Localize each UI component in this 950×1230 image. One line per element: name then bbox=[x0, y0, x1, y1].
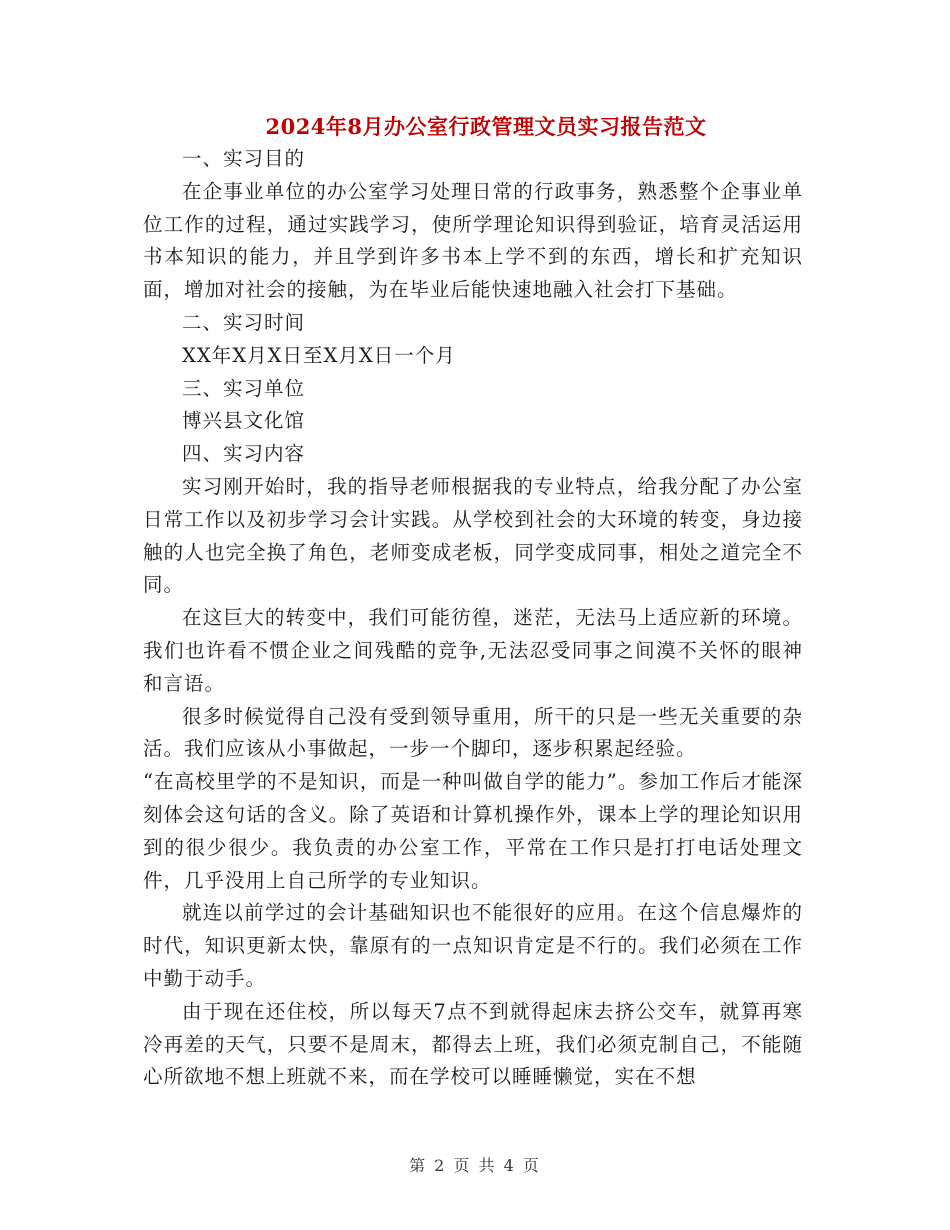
paragraph-unit: 博兴县文化馆 bbox=[182, 409, 306, 433]
section-heading-time: 二、实习时间 bbox=[182, 310, 306, 334]
section-heading-content: 四、实习内容 bbox=[182, 442, 306, 466]
section-heading-purpose: 一、实习目的 bbox=[182, 147, 306, 170]
paragraph-content-6: 由于现在还住校，所以每天7点不到就得起床去挤公交车，就算再寒冷再差的天气，只要不是周末，都得去上班，我们必须克制自己，不能随心所欲地不想上班就不来，而在学校可以睡睡懒觉，实在不想 bbox=[143, 999, 803, 1089]
section-heading-unit: 三、实习单位 bbox=[182, 376, 306, 400]
paragraph-content-5: 就连以前学过的会计基础知识也不能很好的应用。在这个信息爆炸的时代，知识更新太快，靠原有的一点知识肯定是不行的。我们必须在工作中勤于动手。 bbox=[143, 901, 803, 990]
paragraph-content-2: 在这巨大的转变中，我们可能彷徨，迷茫，无法马上适应新的环境。我们也许看不惯企业之间残酷的竞争,无法忍受同事之间漠不关怀的眼神和言语。 bbox=[143, 606, 803, 695]
paragraph-time: XX年X月X日至X月X日一个月 bbox=[182, 343, 456, 367]
paragraph-content-1: 实习刚开始时，我的指导老师根据我的专业特点，给我分配了办公室日常工作以及初步学习会计实践。从学校到社会的大环境的转变，身边接触的人也完全换了角色，老师变成老板，同学变成同事，相处之道完全不同。 bbox=[143, 474, 803, 597]
paragraph-content-3: 很多时候觉得自己没有受到领导重用，所干的只是一些无关重要的杂活。我们应该从小事做起，一步一个脚印，逐步积累起经验。 bbox=[143, 704, 803, 761]
paragraph-purpose: 在企事业单位的办公室学习处理日常的行政事务，熟悉整个企事业单位工作的过程，通过实践学习，使所学理论知识得到验证，培育灵活运用书本知识的能力，并且学到许多书本上学不到的东西，增长和扩充知识面，增加对社会的接触，为在毕业后能快速地融入社会打下基础。 bbox=[143, 179, 803, 302]
page-footer: 第 2 页 共 4 页 bbox=[409, 1156, 541, 1175]
document-body bbox=[143, 143, 803, 1094]
paragraph-content-4: “在高校里学的不是知识，而是一种叫做自学的能力”。参加工作后才能深刻体会这句话的含义。除了英语和计算机操作外，课本上学的理论知识用到的很少很少。我负责的办公室工作，平常在工作只是打打电话处理文件，几乎没用上自己所学的专业知识。 bbox=[143, 770, 803, 892]
document-title: 2024年8月办公室行政管理文员实习报告范文 bbox=[265, 114, 707, 139]
